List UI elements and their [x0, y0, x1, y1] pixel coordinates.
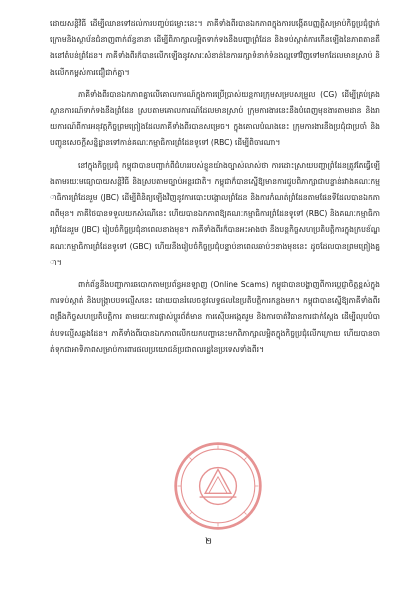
paragraph-3: នៅក្នុងកិច្ចប្រជុំ កម្ពុជាបានបញ្ជាក់ពីជំហររបស់ខ្លួនយ៉ាងច្បាស់លាស់ថា ការដោះស្រាយបញ្ហាព្រំដែនត្រូវតែធ្វើឡើងតាមរយៈមធ្យោបាយសន្តិវិធី និងស្របតាមច្បាប់អន្តរជាតិ។ កម្ពុជាក៏បានស្នើឱ្យមានការជួបពិភាក្សាជាបន្ទាន់រវាងគណៈកម្មាធិការព្រំដែនរួម (JBC) ដើម្បីពិនិត្យឡើងវិញនូវការបោះបង្គោលព្រំដែន និងការកំណត់ព្រំដែនតាមផែនទីដែលបានឯកភាពពីមុន។ ភាគីថៃបានទទួលយកសំណើនេះ ហើយបានឯកភាពឱ្យគណៈកម្មាធិការព្រំដែនទូទៅ (RBC) និងគណៈកម្មាធិការព្រំដែនរួម (JBC) រៀបចំកិច្ចប្រជុំនាពេលខាងមុខ។ ភាគីទាំងពីរក៏បានអះអាងថា នឹងបន្តកិច្ចសហប្រតិបត្តិការក្នុងក្របខ័ណ្ឌគណៈកម្មាធិការព្រំដែនទូទៅ (GBC) ហើយនឹងរៀបចំកិច្ចប្រជុំបន្ទាប់នាពេលឆាប់ៗខាងមុខនេះ ដូចដែលបានព្រមព្រៀងគ្នា។	[50, 160, 380, 267]
paragraph-1: ដោយសន្តិវិធី ដើម្បីឈានទៅដល់ការបញ្ចប់ជម្លោះនេះ។ ភាគីទាំងពីរបានឯកភាពក្នុងការបង្កើតបញ្ញត្តិសម្រាប់កិច្ចប្រជុំថ្នាក់ក្រោមនិងស្ថាប័នជំនាញពាក់ព័ន្ធនានា ដើម្បីពិភាក្សាលម្អិតទាក់ទងនឹងបញ្ហាព្រំដែន និងទប់ស្កាត់ការកើនឡើងនៃភាពតានតឹងនៅតំបន់ព្រំដែន។ ភាគីទាំងពីរក៏បានលើកឡើងនូវសារៈសំខាន់នៃការរក្សាទំនាក់ទំនងល្អទៅវិញទៅមកដែលមានស្រាប់ និងលើកកម្ពស់ការជឿជាក់គ្នា។	[50, 19, 380, 77]
document-body	[50, 16, 380, 364]
page-number: ២	[205, 537, 212, 547]
paragraph-2: ភាគីទាំងពីរបានឯកភាពគ្នាលើគោលការណ៍ក្នុងការប្រើប្រាស់យន្តការក្រុមសម្របសម្រួល (CG) ដើម្បីគ្រប់គ្រងស្ថានការណ៍ទាក់ទងនឹងព្រំដែន ស្របតាមគោលការណ៍ដែលមានស្រាប់ ក្រុមការងារនេះនឹងបំពេញមុខងារតាមដាន និងរាយការណ៍ពីការអនុវត្តកិច្ចព្រមព្រៀងដែលភាគីទាំងពីរបានសម្រេច។ ក្នុងគោលបំណងនេះ ក្រុមការងារនឹងប្រជុំជាប្រចាំ និងបញ្ជូនសេចក្ដីសន្និដ្ឋានទៅកាន់គណៈកម្មាធិការព្រំដែនទូទៅ (RBC) ដើម្បីពិចារណា។	[50, 89, 380, 148]
paragraph-4: ពាក់ព័ន្ធនឹងបញ្ហាការឆបោកតាមប្រព័ន្ធអនឡាញ (Online Scams) កម្ពុជាបានបង្ហាញពីការប្តេជ្ញាចិត្តខ្ពស់ក្នុងការទប់ស្កាត់ និងបង្ក្រាបបទល្មើសនេះ ដោយបានរំលេចនូវលទ្ធផលនៃប្រតិបត្តិការកន្លងមក។ កម្ពុជាបានស្នើឱ្យភាគីទាំងពីរពង្រឹងកិច្ចសហប្រតិបត្តិការ តាមរយៈការផ្លាស់ប្ដូរព័ត៌មាន ការស៊ើបអង្កេតរួម និងការចាត់វិធានការជាក់ស្តែង ដើម្បីលុបបំបាត់បទល្មើសឆ្លងដែន។ ភាគីទាំងពីរបានឯកភាពលើកយកបញ្ហានេះមកពិភាក្សាលម្អិតក្នុងកិច្ចប្រជុំលើកក្រោយ ហើយបានចាត់ទុកជាអាទិភាពសម្រាប់ការពារផលប្រយោជន៍ប្រជាពលរដ្ឋនៃប្រទេសទាំងពីរ។	[50, 280, 380, 354]
official-seal-stamp	[172, 440, 264, 532]
